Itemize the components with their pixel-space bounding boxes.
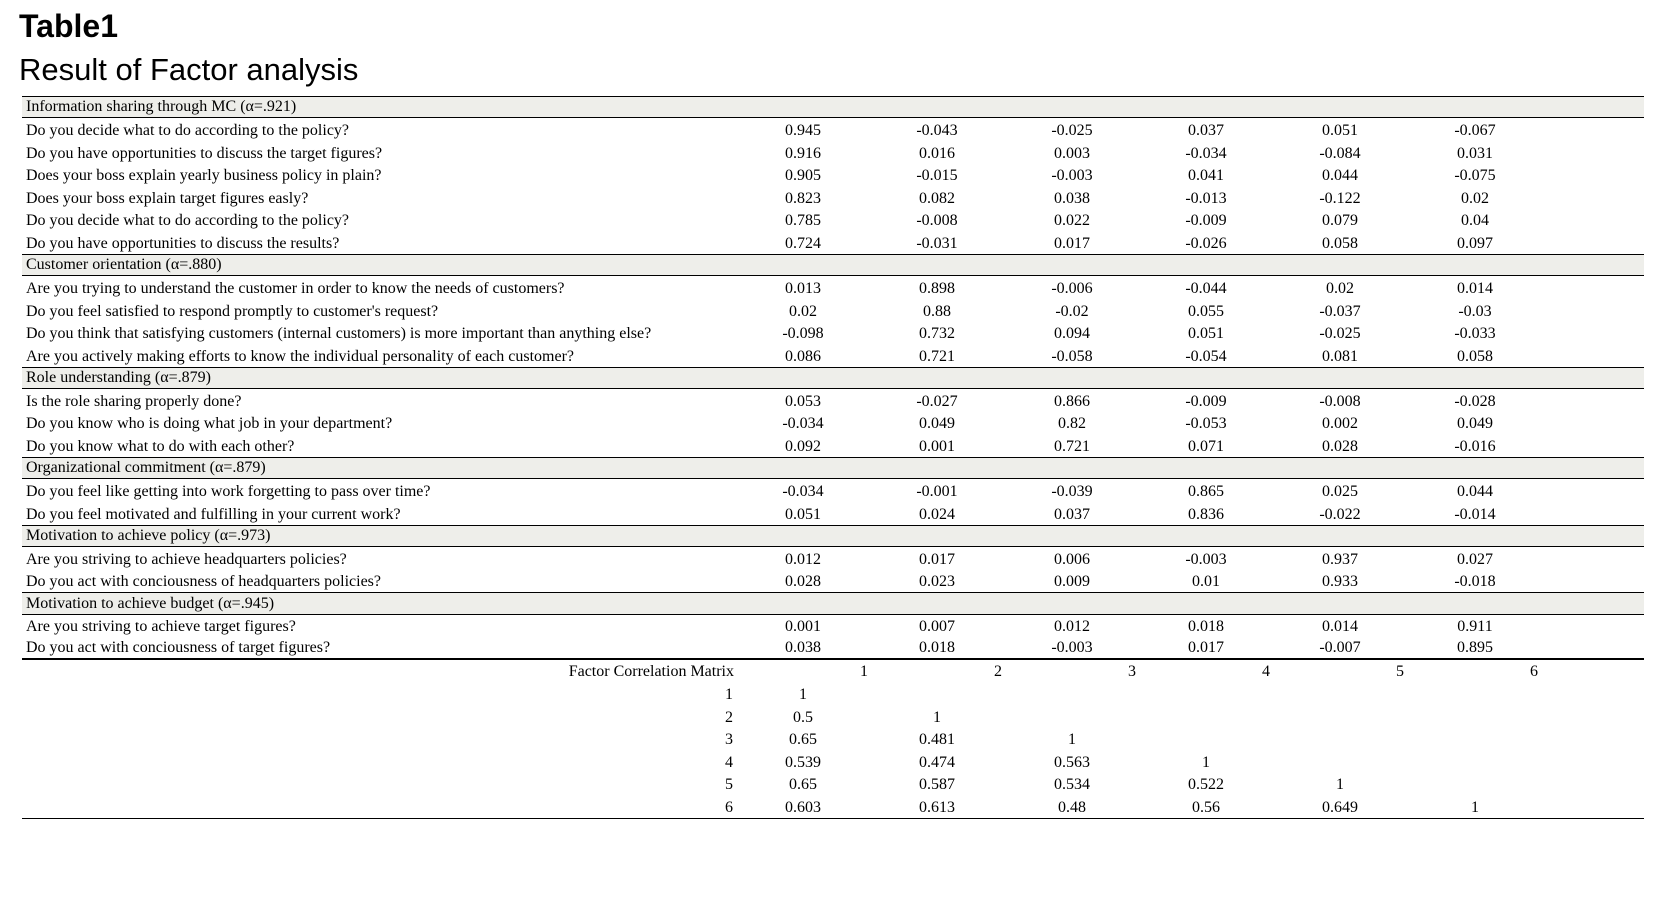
table-row — [22, 637, 1644, 660]
fcm-column-label: 1 — [860, 663, 868, 681]
loading-value: -0.018 — [1454, 573, 1496, 591]
fcm-header-row — [22, 660, 1644, 683]
section-header-label: Role understanding (α=.879) — [26, 369, 211, 387]
loading-value: 0.094 — [1054, 325, 1090, 343]
loading-value: 0.911 — [1457, 618, 1493, 636]
question-text: Do you have opportunities to discuss the target figures? — [26, 144, 383, 162]
question-text: Are you striving to achieve target figures? — [26, 618, 296, 636]
loading-value: -0.008 — [1319, 392, 1361, 410]
fcm-value: 1 — [1336, 776, 1344, 794]
loading-value: 0.028 — [785, 573, 821, 591]
table-row — [22, 322, 1644, 345]
loading-value: 0.049 — [919, 415, 955, 433]
loading-value: -0.014 — [1454, 505, 1496, 523]
loading-value: 0.051 — [785, 505, 821, 523]
loading-value: -0.007 — [1319, 638, 1361, 656]
loading-value: 0.01 — [1192, 573, 1220, 591]
section-header-label: Information sharing through MC (α=.921) — [26, 98, 297, 116]
loading-value: -0.034 — [1185, 144, 1227, 162]
table-row — [22, 412, 1644, 435]
table-row — [22, 118, 1644, 141]
loading-value: 0.082 — [919, 189, 955, 207]
question-text: Does your boss explain target figures easly? — [26, 189, 309, 207]
loading-value: 0.721 — [919, 347, 955, 365]
loading-value: -0.033 — [1454, 325, 1496, 343]
fcm-row-number: 5 — [725, 776, 733, 794]
loading-value: 0.037 — [1188, 121, 1224, 139]
loading-value: 0.04 — [1461, 212, 1489, 230]
question-text: Do you know who is doing what job in your department? — [26, 415, 393, 433]
loading-value: -0.003 — [1051, 167, 1093, 185]
loading-value: 0.945 — [785, 121, 821, 139]
loading-value: -0.016 — [1454, 437, 1496, 455]
loading-value: 0.025 — [1322, 482, 1358, 500]
question-text: Do you feel like getting into work forgetting to pass over time? — [26, 482, 431, 500]
fcm-row — [22, 705, 1644, 728]
loading-value: 0.044 — [1322, 167, 1358, 185]
fcm-value: 0.613 — [919, 798, 955, 816]
loading-value: -0.058 — [1051, 347, 1093, 365]
loading-value: 0.014 — [1322, 618, 1358, 636]
fcm-value: 1 — [799, 685, 807, 703]
loading-value: -0.034 — [782, 415, 824, 433]
loading-value: 0.836 — [1188, 505, 1224, 523]
table-row — [22, 141, 1644, 164]
loading-value: 0.081 — [1322, 347, 1358, 365]
table-row — [22, 276, 1644, 299]
fcm-value: 0.649 — [1322, 798, 1358, 816]
fcm-row — [22, 728, 1644, 751]
table-row — [22, 479, 1644, 502]
loading-value: 0.001 — [919, 437, 955, 455]
loading-value: 0.031 — [1457, 144, 1493, 162]
fcm-value: 1 — [1202, 753, 1210, 771]
loading-value: -0.03 — [1458, 302, 1492, 320]
loading-value: -0.028 — [1454, 392, 1496, 410]
loading-value: 0.933 — [1322, 573, 1358, 591]
fcm-value: 0.481 — [919, 731, 955, 749]
loading-value: 0.041 — [1188, 167, 1224, 185]
loading-value: 0.018 — [1188, 618, 1224, 636]
section-header — [22, 96, 1644, 118]
loading-value: -0.053 — [1185, 415, 1227, 433]
loading-value: -0.006 — [1051, 279, 1093, 297]
loading-value: 0.017 — [1188, 638, 1224, 656]
table-row — [22, 615, 1644, 638]
loading-value: -0.043 — [916, 121, 958, 139]
section-header — [22, 367, 1644, 389]
loading-value: 0.079 — [1322, 212, 1358, 230]
loading-value: -0.02 — [1055, 302, 1089, 320]
fcm-value: 0.563 — [1054, 753, 1090, 771]
fcm-value: 1 — [1471, 798, 1479, 816]
loading-value: -0.027 — [916, 392, 958, 410]
loading-value: -0.025 — [1051, 121, 1093, 139]
fcm-value: 0.65 — [789, 776, 817, 794]
loading-value: 0.055 — [1188, 302, 1224, 320]
fcm-column-label: 5 — [1396, 663, 1404, 681]
loading-value: 0.009 — [1054, 573, 1090, 591]
loading-value: -0.084 — [1319, 144, 1361, 162]
loading-value: 0.058 — [1457, 347, 1493, 365]
question-text: Do you feel motivated and fulfilling in your current work? — [26, 505, 401, 523]
table-row — [22, 209, 1644, 232]
loading-value: 0.724 — [785, 234, 821, 252]
table-row — [22, 299, 1644, 322]
loading-value: 0.898 — [919, 279, 955, 297]
loading-value: 0.916 — [785, 144, 821, 162]
question-text: Are you trying to understand the customer in order to know the needs of customers? — [26, 279, 565, 297]
table-row — [22, 570, 1644, 593]
section-header — [22, 457, 1644, 479]
fcm-column-label: 4 — [1262, 663, 1270, 681]
loading-value: 0.051 — [1322, 121, 1358, 139]
loading-value: 0.732 — [919, 325, 955, 343]
loading-value: 0.007 — [919, 618, 955, 636]
loading-value: 0.097 — [1457, 234, 1493, 252]
loading-value: 0.053 — [785, 392, 821, 410]
fcm-row — [22, 773, 1644, 796]
loading-value: 0.721 — [1054, 437, 1090, 455]
table-row — [22, 164, 1644, 187]
fcm-value: 0.603 — [785, 798, 821, 816]
loading-value: 0.038 — [1054, 189, 1090, 207]
fcm-column-label: 2 — [994, 663, 1002, 681]
loading-value: 0.086 — [785, 347, 821, 365]
table-row — [22, 502, 1644, 525]
question-text: Do you have opportunities to discuss the results? — [26, 234, 340, 252]
fcm-row-number: 2 — [725, 708, 733, 726]
loading-value: 0.02 — [1461, 189, 1489, 207]
loading-value: 0.023 — [919, 573, 955, 591]
fcm-value: 0.587 — [919, 776, 955, 794]
section-header-label: Customer orientation (α=.880) — [26, 256, 222, 274]
loading-value: 0.051 — [1188, 325, 1224, 343]
section-header-label: Organizational commitment (α=.879) — [26, 459, 266, 477]
fcm-value: 0.56 — [1192, 798, 1220, 816]
loading-value: -0.037 — [1319, 302, 1361, 320]
question-text: Does your boss explain yearly business policy in plain? — [26, 167, 382, 185]
loading-value: 0.058 — [1322, 234, 1358, 252]
question-text: Do you decide what to do according to the policy? — [26, 121, 350, 139]
question-text: Do you know what to do with each other? — [26, 437, 295, 455]
loading-value: -0.001 — [916, 482, 958, 500]
fcm-row-number: 3 — [725, 731, 733, 749]
loading-value: 0.823 — [785, 189, 821, 207]
question-text: Are you striving to achieve headquarters policies? — [26, 550, 347, 568]
loading-value: 0.003 — [1054, 144, 1090, 162]
fcm-value: 0.539 — [785, 753, 821, 771]
loading-value: 0.012 — [1054, 618, 1090, 636]
loading-value: 0.014 — [1457, 279, 1493, 297]
loading-value: 0.002 — [1322, 415, 1358, 433]
loading-value: -0.054 — [1185, 347, 1227, 365]
loading-value: 0.038 — [785, 638, 821, 656]
loading-value: -0.098 — [782, 325, 824, 343]
loading-value: 0.785 — [785, 212, 821, 230]
fcm-value: 0.5 — [793, 708, 813, 726]
section-header-label: Motivation to achieve budget (α=.945) — [26, 594, 275, 612]
loading-value: -0.122 — [1319, 189, 1361, 207]
section-header-label: Motivation to achieve policy (α=.973) — [26, 526, 271, 544]
fcm-column-label: 3 — [1128, 663, 1136, 681]
loading-value: 0.024 — [919, 505, 955, 523]
loading-value: 0.017 — [919, 550, 955, 568]
question-text: Do you feel satisfied to respond promptly to customer's request? — [26, 302, 439, 320]
loading-value: -0.013 — [1185, 189, 1227, 207]
fcm-value: 1 — [1068, 731, 1076, 749]
loading-value: -0.015 — [916, 167, 958, 185]
fcm-value: 0.65 — [789, 731, 817, 749]
fcm-row-number: 4 — [725, 753, 733, 771]
question-text: Do you act with conciousness of headquarters policies? — [26, 573, 382, 591]
table-subtitle: Result of Factor analysis — [19, 52, 359, 87]
loading-value: -0.039 — [1051, 482, 1093, 500]
section-header — [22, 592, 1644, 614]
loading-value: 0.027 — [1457, 550, 1493, 568]
loading-value: 0.092 — [785, 437, 821, 455]
loading-value: 0.049 — [1457, 415, 1493, 433]
table-row — [22, 434, 1644, 457]
loading-value: 0.037 — [1054, 505, 1090, 523]
loading-value: -0.008 — [916, 212, 958, 230]
loading-value: 0.865 — [1188, 482, 1224, 500]
table-row — [22, 344, 1644, 367]
loading-value: 0.012 — [785, 550, 821, 568]
loading-value: 0.937 — [1322, 550, 1358, 568]
loading-value: 0.88 — [923, 302, 951, 320]
factor-analysis-table — [22, 96, 1644, 876]
fcm-row — [22, 795, 1644, 819]
section-header — [22, 525, 1644, 547]
loading-value: 0.016 — [919, 144, 955, 162]
loading-value: -0.025 — [1319, 325, 1361, 343]
loading-value: 0.006 — [1054, 550, 1090, 568]
loading-value: 0.044 — [1457, 482, 1493, 500]
fcm-row — [22, 682, 1644, 705]
loading-value: 0.02 — [789, 302, 817, 320]
loading-value: -0.003 — [1185, 550, 1227, 568]
table-row — [22, 231, 1644, 254]
loading-value: 0.82 — [1058, 415, 1086, 433]
fcm-row — [22, 750, 1644, 773]
fcm-value: 1 — [933, 708, 941, 726]
fcm-value: 0.48 — [1058, 798, 1086, 816]
loading-value: -0.067 — [1454, 121, 1496, 139]
loading-value: 0.866 — [1054, 392, 1090, 410]
loading-value: 0.071 — [1188, 437, 1224, 455]
loading-value: 0.02 — [1326, 279, 1354, 297]
table-title: Table1 — [19, 8, 118, 44]
fcm-row-number: 1 — [725, 685, 733, 703]
question-text: Is the role sharing properly done? — [26, 392, 242, 410]
loading-value: 0.001 — [785, 618, 821, 636]
fcm-column-label: 6 — [1530, 663, 1538, 681]
fcm-row-number: 6 — [725, 798, 733, 816]
loading-value: 0.013 — [785, 279, 821, 297]
loading-value: 0.022 — [1054, 212, 1090, 230]
question-text: Are you actively making efforts to know the individual personality of each customer? — [26, 347, 574, 365]
question-text: Do you act with conciousness of target figures? — [26, 638, 331, 656]
loading-value: -0.003 — [1051, 638, 1093, 656]
table-row — [22, 389, 1644, 412]
loading-value: 0.905 — [785, 167, 821, 185]
loading-value: -0.026 — [1185, 234, 1227, 252]
loading-value: -0.044 — [1185, 279, 1227, 297]
loading-value: 0.895 — [1457, 638, 1493, 656]
fcm-label: Factor Correlation Matrix — [568, 663, 734, 681]
loading-value: 0.018 — [919, 638, 955, 656]
loading-value: -0.031 — [916, 234, 958, 252]
fcm-value: 0.534 — [1054, 776, 1090, 794]
section-header — [22, 254, 1644, 276]
loading-value: -0.009 — [1185, 212, 1227, 230]
loading-value: 0.028 — [1322, 437, 1358, 455]
question-text: Do you decide what to do according to the policy? — [26, 212, 350, 230]
loading-value: 0.017 — [1054, 234, 1090, 252]
loading-value: -0.022 — [1319, 505, 1361, 523]
fcm-value: 0.474 — [919, 753, 955, 771]
table-row — [22, 547, 1644, 570]
question-text: Do you think that satisfying customers (internal customers) is more important than anything else? — [26, 325, 652, 343]
loading-value: -0.075 — [1454, 167, 1496, 185]
loading-value: -0.034 — [782, 482, 824, 500]
table-row — [22, 186, 1644, 209]
loading-value: -0.009 — [1185, 392, 1227, 410]
fcm-value: 0.522 — [1188, 776, 1224, 794]
